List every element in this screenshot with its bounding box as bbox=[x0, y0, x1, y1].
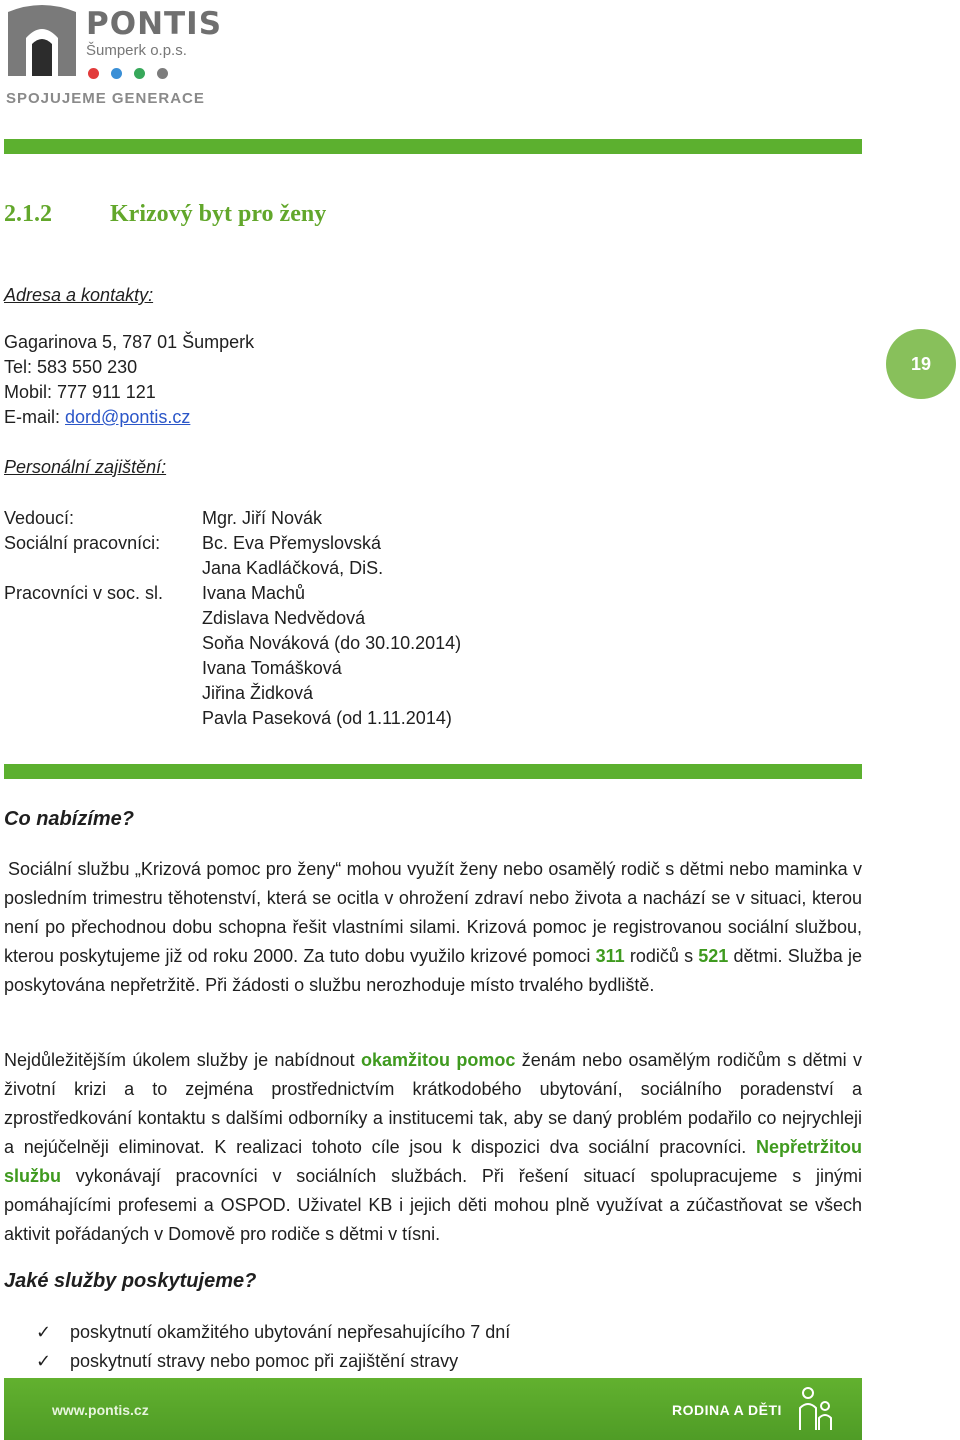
footer-tagline: RODINA A DĚTI bbox=[672, 1402, 782, 1418]
blue-dot bbox=[111, 68, 122, 79]
logo-slogan: SPOJUJEME GENERACE bbox=[6, 90, 205, 107]
service-label: poskytnutí stravy nebo pomoc při zajištění stravy bbox=[70, 1351, 459, 1371]
services-title: Jaké služby poskytujeme? bbox=[4, 1270, 257, 1292]
staff-name: Ivana Tomášková bbox=[202, 658, 342, 678]
footer-banner bbox=[4, 1378, 862, 1440]
page-number-badge: 19 bbox=[886, 329, 956, 399]
logo-name: PONTIS bbox=[86, 6, 223, 42]
role-label: Vedoucí: bbox=[4, 508, 75, 528]
p2-highlight-2: Nepřetržitou službu bbox=[4, 1137, 862, 1186]
offer-paragraph-1 bbox=[4, 855, 862, 1000]
top-green-bar bbox=[4, 139, 862, 154]
logo-subtitle: Šumperk o.p.s. bbox=[86, 42, 187, 59]
staff-roles bbox=[4, 506, 163, 606]
staff-name: Soňa Nováková (do 30.10.2014) bbox=[202, 633, 462, 653]
p1-text-a: Sociální službu „Krizová pomoc pro ženy“ mohou využít ženy nebo osamělý rodič s dětmi nebo maminka v posledním trimestru těhotenství, která se ocitla v ohrožení zdraví nebo života a nachází se v situaci, kterou není po přechodnou dobu schopna řešit vlastními silami. Krizová pomoc je registrovanou sociální službou, kterou poskytujeme již od roku 2000. Za tuto dobu využilo krizové pomoci bbox=[4, 859, 862, 966]
address: Gagarinova 5, 787 01 Šumperk bbox=[4, 332, 255, 352]
logo-dots bbox=[88, 66, 180, 84]
staff-names bbox=[202, 506, 461, 731]
red-dot bbox=[88, 68, 99, 79]
footer-url[interactable]: www.pontis.cz bbox=[52, 1402, 149, 1418]
family-icon bbox=[794, 1384, 838, 1434]
p2-text-a: Nejdůležitějším úkolem služby je nabídnout bbox=[4, 1050, 361, 1070]
staff-name: Jana Kadláčková, DiS. bbox=[202, 558, 384, 578]
p2-text-c: vykonávají pracovníci v sociálních službách. Při řešení situací spolupracujeme s jinými pomáhajícími profesemi a OSPOD. Uživatel KB i jejich děti mohou plně využívat a zúčastňovat se všech aktivit pořádaných v Domově pro rodiče s dětmi v tísni. bbox=[4, 1166, 862, 1244]
section-number: 2.1.2 bbox=[4, 201, 52, 227]
children-count: 521 bbox=[698, 946, 729, 966]
role-label bbox=[4, 556, 163, 581]
section-heading bbox=[4, 201, 326, 228]
arch-logo-icon bbox=[4, 4, 80, 78]
list-item bbox=[36, 1347, 510, 1376]
p1-text-b: rodičů s bbox=[624, 946, 699, 966]
section-title: Krizový byt pro ženy bbox=[110, 201, 327, 227]
email-line bbox=[4, 405, 190, 430]
email-prefix: E-mail: bbox=[4, 407, 66, 427]
staff-name: Ivana Machů bbox=[202, 583, 306, 603]
staff-name: Pavla Paseková (od 1.11.2014) bbox=[202, 708, 452, 728]
email-link[interactable]: dord@pontis.cz bbox=[65, 407, 191, 427]
staff-label: Personální zajištění: bbox=[4, 457, 167, 477]
gray-dot bbox=[157, 68, 168, 79]
mobile: Mobil: 777 911 121 bbox=[4, 382, 156, 402]
middle-green-bar bbox=[4, 764, 862, 779]
parents-count: 311 bbox=[595, 946, 625, 966]
phone: Tel: 583 550 230 bbox=[4, 357, 138, 377]
staff-name: Jiřina Židková bbox=[202, 683, 314, 703]
checkmark-icon: ✓ bbox=[36, 1351, 52, 1371]
p2-text-b: ženám nebo osamělým rodičům s dětmi v životní krizi a to zejména prostřednictvím krátkodobého ubytování, sociálního poradenství a zprostředkování kontaktu s dalšími odborníky a institucemi tak, aby se daný problém podařilo co nejrychleji a nejúčelněji eliminovat. K realizaci tohoto cíle jsou k dispozici dva sociální pracovníci. bbox=[4, 1050, 862, 1157]
role-label: Sociální pracovníci: bbox=[4, 533, 161, 553]
offer-paragraph-2 bbox=[4, 1046, 862, 1249]
pontis-logo bbox=[4, 4, 223, 108]
p1-text-c: dětmi. Služba je poskytována nepřetržitě. Při žádosti o službu nerozhoduje místo trvalého bydliště. bbox=[4, 946, 862, 995]
staff-name: Mgr. Jiří Novák bbox=[202, 508, 323, 528]
green-dot bbox=[134, 68, 145, 79]
p2-highlight-1: okamžitou pomoc bbox=[360, 1050, 516, 1070]
staff-name: Zdislava Nedvědová bbox=[202, 608, 366, 628]
services-list bbox=[36, 1318, 510, 1376]
list-item bbox=[36, 1318, 510, 1347]
contacts-label: Adresa a kontakty: bbox=[4, 285, 154, 305]
offer-title: Co nabízíme? bbox=[4, 808, 135, 830]
staff-name: Bc. Eva Přemyslovská bbox=[202, 533, 382, 553]
service-label: poskytnutí okamžitého ubytování nepřesahujícího 7 dní bbox=[70, 1322, 511, 1342]
checkmark-icon: ✓ bbox=[36, 1322, 52, 1342]
role-label: Pracovníci v soc. sl. bbox=[4, 583, 164, 603]
